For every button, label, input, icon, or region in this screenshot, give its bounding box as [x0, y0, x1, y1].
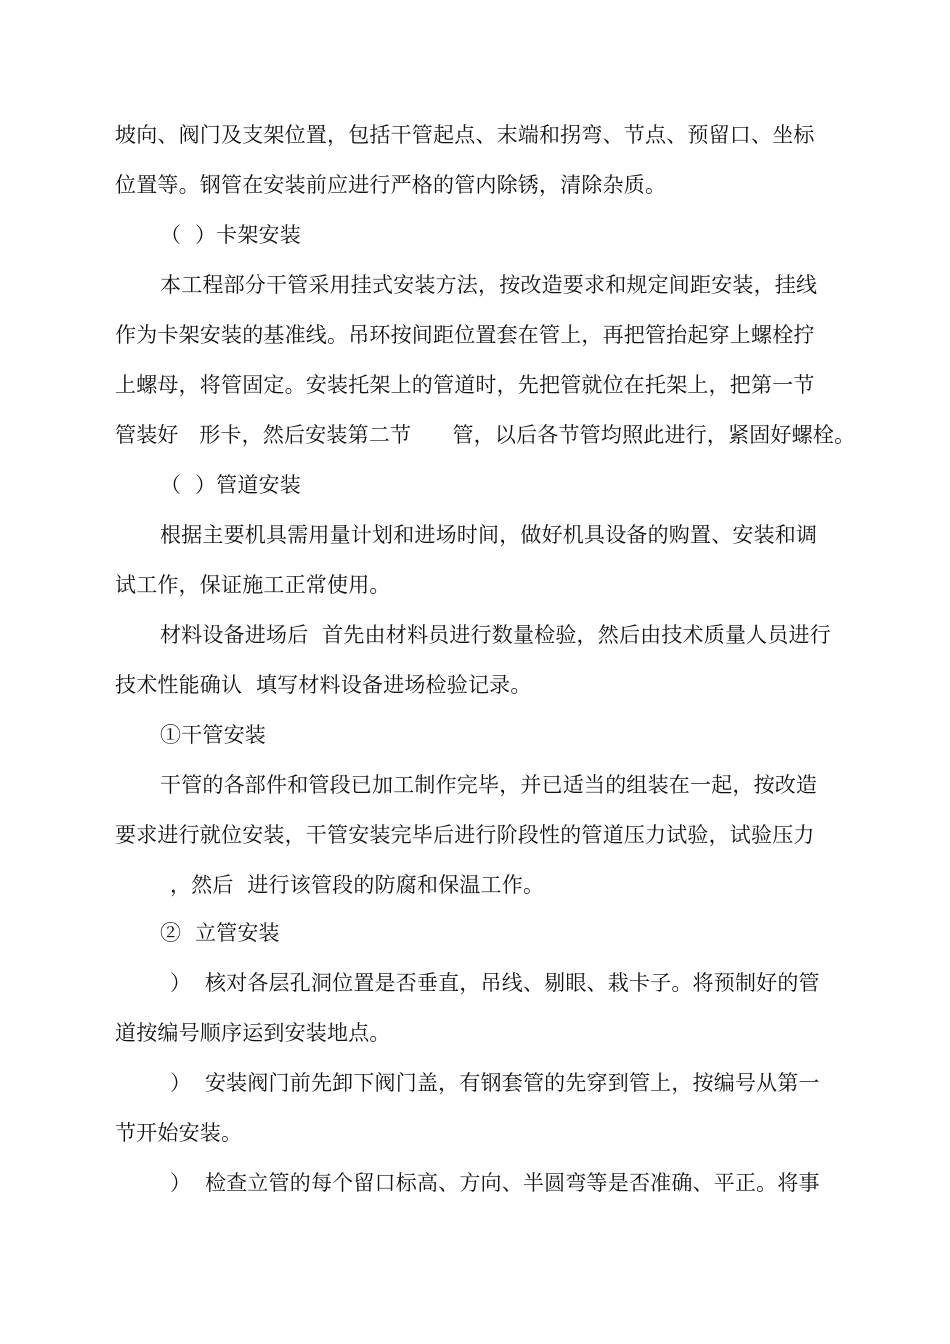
body-text-line: ，然后 进行该管段的防腐和保温工作。 — [170, 873, 545, 897]
body-text-line: 道按编号顺序运到安装地点。 — [115, 1021, 391, 1045]
body-text-line: 坡向、阀门及支架位置，包括干管起点、末端和拐弯、节点、预留口、坐标 — [115, 123, 815, 147]
body-text-line: ） 核对各层孔洞位置是否垂直，吊线、剔眼、栽卡子。将预制好的管 — [170, 971, 820, 995]
section-heading: （ ）管道安装 — [160, 473, 301, 497]
subsection-heading: ② 立管安装 — [160, 921, 280, 945]
body-text-line: 要求进行就位安装，干管安装完毕后进行阶段性的管道压力试验，试验压力 — [115, 823, 815, 847]
body-text-line: 上螺母，将管固定。安装托架上的管道时，先把管就位在托架上，把第一节 — [115, 373, 815, 397]
section-heading: （ ）卡架安装 — [160, 223, 301, 247]
subsection-heading: ①干管安装 — [160, 723, 266, 747]
body-text-line: 试工作，保证施工正常使用。 — [115, 573, 391, 597]
body-text-line: 根据主要机具需用量计划和进场时间，做好机具设备的购置、安装和调 — [160, 523, 818, 547]
body-text-line: 技术性能确认 填写材料设备进场检验记录。 — [115, 673, 532, 697]
body-text-line: 本工程部分干管采用挂式安装方法，按改造要求和规定间距安装，挂线 — [160, 273, 818, 297]
body-text-line: 作为卡架安装的基准线。吊环按间距位置套在管上，再把管抬起穿上螺栓拧 — [115, 323, 815, 347]
body-text-line: 材料设备进场后 首先由材料员进行数量检验，然后由技术质量人员进行 — [160, 623, 831, 647]
body-text-line: 管装好 形卡，然后安装第二节 管，以后各节管均照此进行，紧固好螺栓。 — [115, 423, 856, 447]
body-text-line: ） 安装阀门前先卸下阀门盖，有钢套管的先穿到管上，按编号从第一 — [170, 1071, 820, 1095]
body-text-line: ） 检查立管的每个留口标高、方向、半圆弯等是否准确、平正。将事 — [170, 1171, 820, 1195]
body-text-line: 干管的各部件和管段已加工制作完毕，并已适当的组装在一起，按改造 — [160, 773, 818, 797]
body-text-line: 节开始安装。 — [115, 1121, 243, 1145]
body-text-line: 位置等。钢管在安装前应进行严格的管内除锈，清除杂质。 — [115, 173, 667, 197]
